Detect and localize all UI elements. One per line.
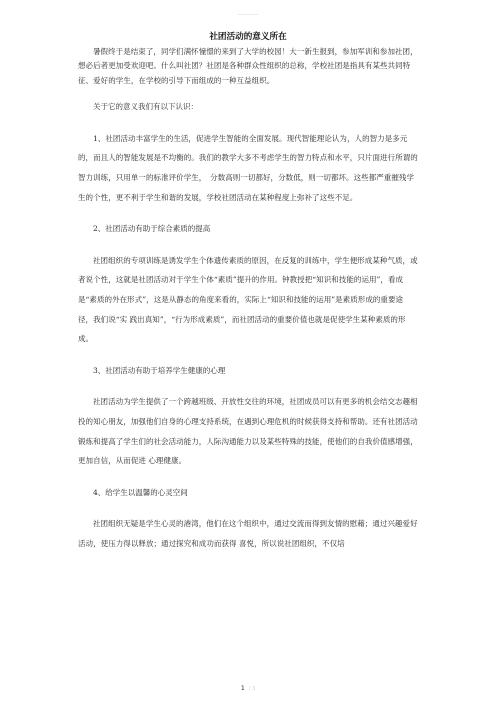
preface-paragraph: 关于它的意义我们有以下认识：: [93, 102, 198, 112]
section-4-body: 社团组织无疑是学生心灵的港湾，他们在这个组织中，通过交流而得到友情的慰藉；通过兴趣爱好活动，使压力得以释放；通过探究和成功而获得 喜悦，所以说社团组织，不仅培: [78, 519, 418, 548]
section-4-heading: 4、给学生以温馨的心灵空间: [93, 487, 188, 497]
section-1-paragraph: 1、社团活动丰富学生的生活，促进学生智能的全面发展。现代智能理论认为，人的智力是多元的，而且人的智能发展是不均衡的。我们的教学大多不考虑学生的智力特点和水平，只片面进行所谓的智力训练，只用单一的标准评价学生， 分数高则一切都好，分数低，则一切都坏。这些都严重摧残学生的个性，更不利于学生和谐的发展，学校社团活动在某种程度上弥补了这些不足。: [78, 133, 418, 202]
page-separator: / 3: [248, 686, 256, 692]
intro-paragraph: 暑假终于是结束了，同学们满怀憧憬的来到了大学的校园！大一新生报到，参加军训和参加社团，想必后者更加受欢迎吧。什么叫社团？社团是各种群众性组织的总称，学校社团是指具有某些共同特征、爱好的学生，在学校的引导下而组成的一种互益组织。: [78, 47, 418, 85]
page-footer: [0, 684, 496, 692]
header-mark: ————: [238, 12, 258, 18]
section-2-heading: 2、社团活动有助于综合素质的提高: [93, 224, 211, 234]
section-2-body: 社团组织的专项训练是诱发学生个体遗传素质的原因，在反复的训练中，学生便形成某种气质，或者说个性，这就是社团活动对于学生个体“素质”提升的作用。钟教授把“知识和技能的运用”，看成是“素质的外在形式”，这是从静态的角度来看的，实际上“知识和技能的运用”是素质形成的重要途径，我们说“实 践出真知”，“行为形成素质”，而社团活动的重要价值也就是促使学生某种素质的形成。: [78, 255, 418, 344]
page-title: 社团活动的意义所在: [209, 32, 287, 42]
section-3-heading: 3、社团活动有助于培养学生健康的心理: [93, 365, 226, 375]
document-page: [78, 30, 418, 554]
section-3-body: 社团活动为学生提供了一个跨越班级、开放性交往的环境，社团成员可以有更多的机会结交志趣相投的知心朋友，加强他们自身的心理支持系统，在遇到心理危机的时候获得支持和帮助。还有社团活动锻炼和提高了学生们的社会活动能力，人际沟通能力以及某些特殊的技能，使他们的自我价值感增强，更加自信，从而促进 心理健康。: [78, 397, 418, 466]
page-number: 1: [240, 684, 245, 692]
